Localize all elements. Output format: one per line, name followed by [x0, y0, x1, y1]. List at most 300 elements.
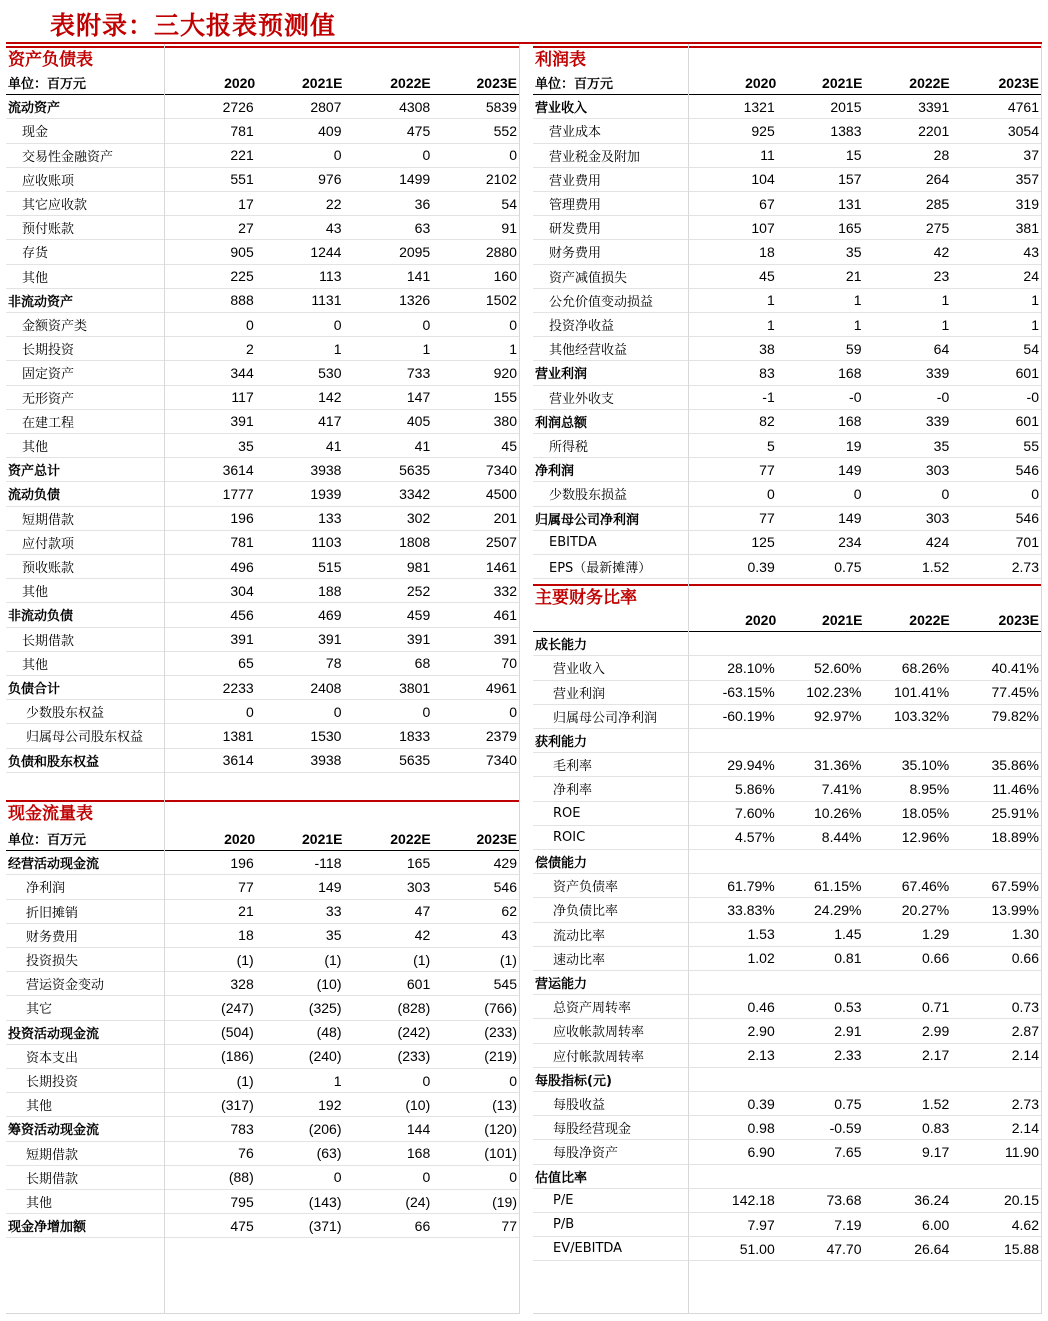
row-value: 0 [333, 316, 342, 333]
cash-flow-title: 现金流量表 [6, 800, 519, 824]
row-value: 424 [925, 534, 950, 551]
row-value: 391 [230, 631, 254, 648]
row-value: 33.83% [727, 901, 775, 918]
row-value: 0.39 [747, 558, 775, 575]
row-value: 192 [318, 1096, 342, 1113]
row-label: 无形资产 [22, 391, 75, 407]
row-value: 0.98 [747, 1119, 775, 1136]
table-row [533, 216, 1041, 240]
row-value: (242) [397, 1024, 431, 1041]
row-value: 2.91 [834, 1022, 862, 1039]
row-label: 短期借款 [22, 512, 75, 528]
table-row [6, 386, 519, 410]
row-value: 285 [925, 195, 950, 212]
row-value: 61.79% [727, 877, 775, 894]
row-value: 2.17 [922, 1047, 950, 1064]
row-value: (247) [221, 999, 254, 1016]
row-value: 27 [238, 219, 254, 236]
row-value: 18 [759, 243, 775, 260]
unit-label: 单位：百万元 [8, 833, 87, 849]
row-label: 净利润 [26, 881, 66, 897]
row-value: 149 [838, 510, 862, 527]
row-value: 29.94% [727, 756, 775, 773]
row-value: 409 [318, 122, 342, 139]
row-label: 预付账款 [22, 222, 75, 238]
row-label: 筹资活动现金流 [8, 1123, 100, 1139]
row-value: 1 [853, 292, 862, 309]
row-label: 应付款项 [22, 536, 75, 552]
row-value: 496 [230, 558, 254, 575]
row-label: P/B [553, 1217, 575, 1233]
grid-line [688, 44, 689, 1313]
table-row [533, 531, 1041, 555]
year-header: 2020 [224, 74, 256, 91]
row-value: 36 [414, 195, 431, 212]
row-label: 利润总额 [535, 415, 588, 431]
row-value: 92.97% [814, 708, 862, 725]
table-row [533, 850, 1041, 874]
row-value: 456 [230, 606, 254, 623]
row-value: 3391 [918, 98, 950, 115]
row-label: 长期借款 [26, 1171, 79, 1187]
row-value: 55 [1023, 437, 1039, 454]
row-value: 107 [751, 219, 775, 236]
row-value: 976 [318, 171, 342, 188]
row-value: 0 [422, 1169, 431, 1186]
ratios-title: 主要财务比率 [533, 584, 1041, 608]
table-row [6, 652, 519, 676]
row-value: (206) [308, 1120, 342, 1137]
table-row [533, 729, 1041, 753]
row-value: (240) [308, 1048, 342, 1065]
row-label: 存货 [22, 246, 49, 262]
row-value: 0.66 [1011, 950, 1039, 967]
row-label: 少数股东权益 [26, 706, 105, 722]
row-value: 888 [230, 292, 254, 309]
table-row [6, 676, 519, 700]
row-value: 188 [318, 582, 342, 599]
row-label: 营业外收支 [549, 391, 615, 407]
table-header-row [6, 827, 519, 851]
table-row [6, 579, 519, 603]
right-panel [533, 44, 1042, 1314]
row-value: 45 [501, 437, 517, 454]
row-value: 41 [414, 437, 431, 454]
row-value: 475 [406, 122, 431, 139]
row-label: 流动比率 [553, 928, 606, 944]
table-row [6, 1166, 519, 1190]
table-row [6, 1021, 519, 1045]
year-header: 2021E [822, 74, 863, 91]
table-row [6, 458, 519, 482]
table-row [6, 313, 519, 337]
row-value: 62 [501, 903, 517, 920]
row-value: 4761 [1007, 98, 1039, 115]
row-value: 168 [406, 1145, 431, 1162]
row-value: 475 [230, 1217, 254, 1234]
row-value: 117 [231, 389, 254, 406]
row-value: 160 [493, 268, 517, 285]
row-value: 1833 [399, 727, 431, 744]
row-value: 380 [493, 413, 517, 430]
row-value: 20.27% [901, 901, 950, 918]
row-value: 545 [493, 975, 517, 992]
row-label: 投资损失 [26, 954, 79, 970]
row-value: 113 [319, 268, 342, 285]
table-row [6, 603, 519, 627]
row-label: EPS（最新摊薄） [549, 561, 652, 577]
row-value: 1 [422, 340, 431, 357]
row-value: (371) [308, 1217, 342, 1234]
row-value: 981 [406, 558, 431, 575]
row-label: 应收帐款周转率 [553, 1025, 645, 1041]
row-value: 149 [838, 461, 862, 478]
row-value: 8.95% [909, 780, 950, 797]
table-row [533, 1044, 1041, 1068]
row-value: 319 [1015, 195, 1039, 212]
row-value: (1) [324, 951, 342, 968]
row-value: 41 [325, 437, 342, 454]
row-value: (1) [499, 951, 517, 968]
table-header-row [6, 71, 519, 95]
table-row [6, 144, 519, 168]
row-value: 1 [941, 316, 950, 333]
row-value: 142.18 [731, 1192, 775, 1209]
row-label: 其它 [26, 1002, 53, 1018]
row-label: 长期借款 [22, 633, 75, 649]
row-label: 财务费用 [549, 246, 602, 262]
row-value: 1381 [222, 727, 254, 744]
row-value: (325) [308, 999, 342, 1016]
row-value: 142 [318, 389, 342, 406]
row-value: 530 [318, 364, 342, 381]
row-value: 70 [501, 655, 517, 672]
row-value: 65 [238, 655, 254, 672]
row-value: 73.68 [826, 1192, 862, 1209]
row-label: 流动负债 [8, 488, 61, 504]
row-value: 125 [751, 534, 775, 551]
row-label: 资产负债率 [553, 880, 619, 896]
table-row [533, 1068, 1041, 1092]
row-value: 2.99 [922, 1022, 950, 1039]
row-value: 18.05% [901, 805, 950, 822]
row-value: 1 [853, 316, 862, 333]
row-value: 28.10% [727, 659, 775, 676]
row-value: 77.45% [991, 684, 1039, 701]
row-label: 归属母公司净利润 [535, 512, 640, 528]
row-value: 11.90 [1005, 1143, 1039, 1160]
row-label: 应收账项 [22, 173, 75, 189]
table-row [533, 434, 1041, 458]
year-header: 2021E [822, 611, 863, 628]
row-value: 546 [493, 878, 517, 895]
table-row [533, 410, 1041, 434]
row-label: 营运资金变动 [26, 978, 105, 994]
table-row [533, 168, 1041, 192]
row-value: 52.60% [814, 659, 862, 676]
row-value: 515 [318, 558, 342, 575]
row-value: 7.65 [834, 1143, 862, 1160]
row-value: 2807 [310, 98, 342, 115]
row-value: 43 [1023, 243, 1039, 260]
row-value: -63.15% [722, 684, 775, 701]
row-value: 2.73 [1011, 558, 1039, 575]
row-value: 43 [325, 219, 342, 236]
row-label: 经营活动现金流 [8, 857, 100, 873]
table-row [533, 705, 1041, 729]
row-value: 6.00 [922, 1216, 950, 1233]
table-row [6, 265, 519, 289]
table-row [533, 656, 1041, 680]
row-value: (233) [397, 1048, 431, 1065]
row-label: 投资活动现金流 [8, 1026, 100, 1042]
row-value: 0.75 [834, 558, 862, 575]
row-value: 131 [838, 195, 862, 212]
row-value: 0 [853, 485, 862, 502]
row-value: 2726 [222, 98, 254, 115]
row-label: 预收账款 [22, 561, 75, 577]
table-row [533, 361, 1041, 385]
row-value: 551 [230, 171, 254, 188]
row-label: 净利润 [535, 464, 575, 480]
row-value: 0.53 [834, 998, 862, 1015]
row-value: 1.29 [922, 926, 950, 943]
row-value: 45 [759, 268, 775, 285]
row-value: 3342 [399, 485, 431, 502]
row-value: 20.15 [1003, 1192, 1039, 1209]
row-value: 332 [493, 582, 517, 599]
table-row [533, 386, 1041, 410]
row-label: 营业利润 [553, 686, 606, 702]
row-value: 31.36% [814, 756, 862, 773]
table-header-row [533, 71, 1041, 95]
row-value: 0 [941, 485, 950, 502]
row-label: 获利能力 [535, 735, 588, 751]
row-value: (1) [236, 951, 254, 968]
row-label: 其他 [22, 440, 49, 456]
row-value: 2095 [399, 243, 431, 260]
row-value: 5.86% [735, 780, 775, 797]
table-row [6, 507, 519, 531]
row-value: 1777 [222, 485, 254, 502]
row-value: (143) [308, 1193, 342, 1210]
row-value: 2 [245, 340, 254, 357]
row-label: P/E [553, 1192, 574, 1208]
row-value: 0.73 [1011, 998, 1039, 1015]
row-value: 68 [414, 655, 431, 672]
row-label: 其他 [26, 1196, 53, 1212]
row-label: 速动比率 [553, 952, 606, 968]
row-value: 7.60% [735, 805, 775, 822]
row-value: (10) [316, 975, 342, 992]
row-label: 负债合计 [8, 682, 61, 698]
row-value: 24 [1023, 268, 1039, 285]
row-value: 1 [766, 316, 775, 333]
row-value: 13.99% [991, 901, 1039, 918]
table-row [6, 1142, 519, 1166]
row-value: (317) [221, 1096, 254, 1113]
row-value: 357 [1015, 171, 1039, 188]
row-label: 资产总计 [8, 464, 61, 480]
row-value: (766) [484, 999, 517, 1016]
row-value: 391 [406, 631, 431, 648]
row-value: 381 [1015, 219, 1039, 236]
table-row [6, 119, 519, 143]
row-label: 营业费用 [549, 173, 602, 189]
row-value: 2102 [485, 171, 517, 188]
row-value: 10.26% [814, 805, 862, 822]
row-value: 1 [941, 292, 950, 309]
table-row [533, 802, 1041, 826]
table-row [6, 1069, 519, 1093]
row-value: 461 [493, 606, 517, 623]
row-label: 非流动负债 [8, 609, 74, 625]
row-value: 35 [845, 243, 862, 260]
table-row [6, 972, 519, 996]
row-value: 546 [1015, 461, 1039, 478]
row-value: 33 [325, 903, 342, 920]
row-label: 资产减值损失 [549, 270, 628, 286]
row-value: 168 [838, 413, 862, 430]
table-row [533, 971, 1041, 995]
row-value: 141 [406, 268, 431, 285]
row-label: 投资净收益 [549, 319, 615, 335]
row-value: 17 [238, 195, 254, 212]
row-value: 1 [333, 1072, 342, 1089]
row-value: 1.52 [922, 1095, 950, 1112]
row-value: 2015 [830, 98, 862, 115]
row-value: 0 [509, 703, 517, 720]
row-label: 归属母公司净利润 [553, 710, 658, 726]
row-value: 77 [501, 1217, 517, 1234]
row-label: 长期投资 [22, 343, 75, 359]
row-value: 38 [759, 340, 775, 357]
row-label: 净利率 [553, 783, 593, 799]
table-row [533, 898, 1041, 922]
row-value: 0 [333, 1169, 342, 1186]
year-header: 2023E [476, 830, 517, 847]
row-value: 19 [845, 437, 862, 454]
row-value: 1939 [310, 485, 342, 502]
row-value: (24) [405, 1193, 431, 1210]
row-value: 35 [238, 437, 254, 454]
row-value: 42 [933, 243, 950, 260]
row-value: 0 [509, 1169, 517, 1186]
row-value: 23 [933, 268, 950, 285]
row-value: 9.17 [922, 1143, 950, 1160]
row-value: 165 [838, 219, 862, 236]
row-value: 4308 [399, 98, 431, 115]
row-label: 管理费用 [549, 198, 602, 214]
row-value: 2.14 [1011, 1119, 1039, 1136]
row-value: (120) [484, 1120, 517, 1137]
row-value: 7340 [485, 461, 517, 478]
row-value: 83 [759, 364, 775, 381]
page-title: 表附录：三大报表预测值 [50, 11, 337, 40]
table-row [6, 434, 519, 458]
row-value: 101.41% [893, 684, 950, 701]
row-value: -60.19% [722, 708, 775, 725]
row-value: 2.87 [1011, 1022, 1039, 1039]
table-row [6, 1117, 519, 1141]
row-value: (1) [413, 951, 431, 968]
row-value: 67.46% [901, 877, 950, 894]
row-value: 7.41% [821, 780, 862, 797]
row-value: 0 [333, 703, 342, 720]
row-value: 275 [925, 219, 950, 236]
row-value: 225 [230, 268, 254, 285]
row-value: 79.82% [991, 708, 1039, 725]
row-value: 3614 [222, 461, 254, 478]
row-value: 1530 [310, 727, 342, 744]
table-row [533, 632, 1041, 656]
row-value: 781 [230, 122, 254, 139]
row-value: 1321 [743, 98, 775, 115]
row-value: (88) [228, 1169, 254, 1186]
row-value: 51.00 [739, 1240, 775, 1257]
row-label: 估值比率 [535, 1170, 588, 1186]
row-value: 1 [509, 340, 517, 357]
row-label: 其他 [22, 657, 49, 673]
row-label: 总资产周转率 [553, 1001, 632, 1017]
row-value: 0 [245, 703, 254, 720]
row-value: 77 [759, 510, 775, 527]
row-value: 905 [230, 243, 254, 260]
row-value: 25.91% [991, 805, 1039, 822]
row-label: 营业利润 [535, 367, 588, 383]
row-value: 344 [230, 364, 254, 381]
row-value: 4.57% [735, 829, 775, 846]
row-value: 35 [933, 437, 950, 454]
row-value: (1) [236, 1072, 254, 1089]
row-label: 在建工程 [22, 415, 75, 431]
year-header: 2022E [390, 830, 431, 847]
row-label: 资本支出 [26, 1050, 79, 1066]
row-value: 28 [933, 147, 950, 164]
table-row [533, 947, 1041, 971]
row-value: 339 [925, 413, 950, 430]
row-value: 47 [414, 903, 431, 920]
row-value: 469 [318, 606, 342, 623]
table-row [6, 924, 519, 948]
row-value: (48) [316, 1024, 342, 1041]
row-value: 0 [422, 703, 431, 720]
row-value: 18 [238, 927, 254, 944]
row-value: 1 [333, 340, 342, 357]
row-label: 其他 [26, 1099, 53, 1115]
row-value: 552 [493, 122, 517, 139]
table-row [533, 289, 1041, 313]
row-value: 1499 [399, 171, 431, 188]
row-value: 11.46% [992, 780, 1039, 797]
row-value: 391 [493, 631, 517, 648]
row-value: 920 [493, 364, 517, 381]
row-label: 每股净资产 [553, 1146, 619, 1162]
row-value: 201 [493, 510, 517, 527]
table-row [533, 144, 1041, 168]
table-row [6, 1093, 519, 1117]
row-label: 少数股东损益 [549, 488, 628, 504]
table-row [533, 874, 1041, 898]
row-value: 0 [422, 316, 431, 333]
row-value: (63) [316, 1145, 342, 1162]
row-value: 168 [838, 364, 862, 381]
row-label: 负债和股东权益 [8, 754, 100, 770]
row-value: 733 [406, 364, 431, 381]
row-value: 264 [925, 171, 950, 188]
row-value: 6.90 [747, 1143, 775, 1160]
table-row [533, 482, 1041, 506]
